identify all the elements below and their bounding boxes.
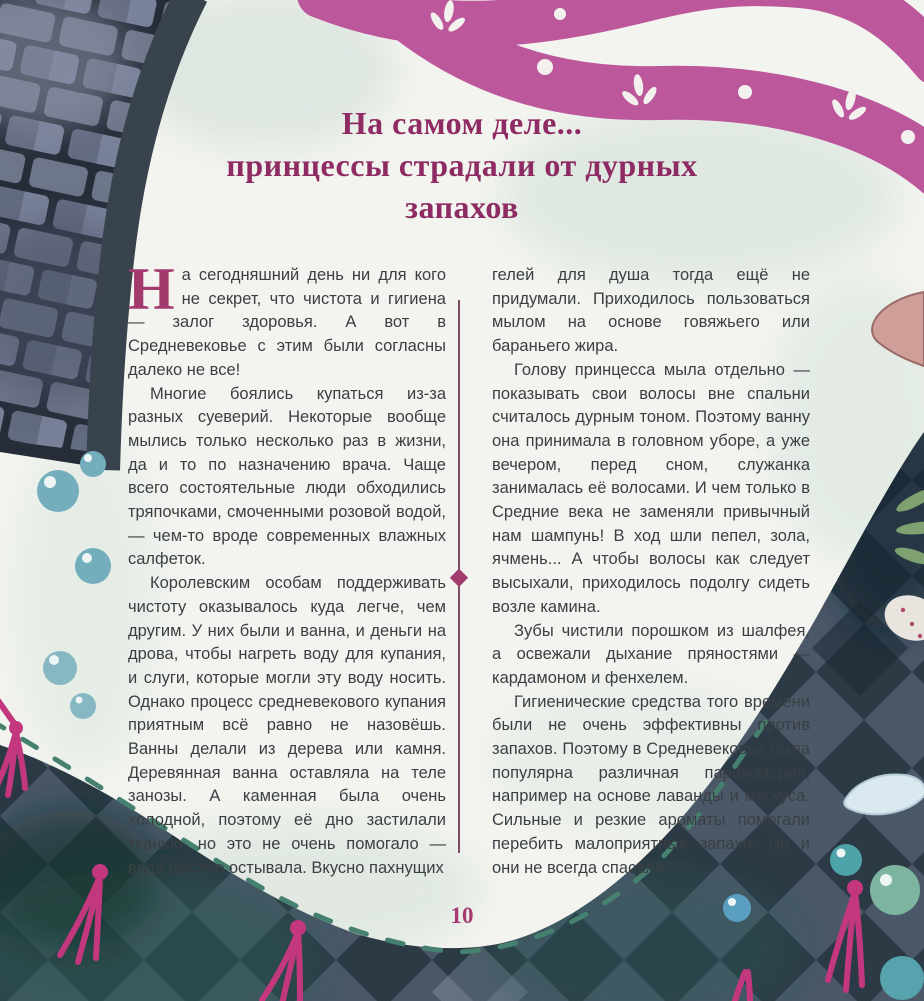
title-line: принцессы страдали от дурных — [226, 147, 698, 183]
right-text-column — [492, 264, 810, 896]
paragraph: Многие боялись купаться из-за разных суеверий. Некоторые вообще мылись только несколько раз в жизни, да и то по назначению врача. Чаще всего состоятельные люди обходились тряпочками, смоченными розовой водой, — чем-то вроде современных влажных салфеток. — [128, 384, 446, 569]
drop-cap: Н — [128, 264, 175, 322]
paragraph: Гигиенические средства того времени были не очень эффективны против запахов. Поэтому в Средневековье была популярна различная парфюмерия, например на основе лаванды и мускуса. Сильные и резкие ароматы помогали перебить малоприятные запахи. Но и они не всегда спасали. — [492, 692, 810, 877]
title-line: На самом деле... — [341, 105, 583, 141]
column-divider — [449, 300, 469, 853]
paragraph: гелей для душа тогда ещё не придумали. Приходилось пользоваться мылом на основе говяжьего или бараньего жира. — [492, 266, 810, 356]
paragraph-text: а сегодняшний день ни для кого не секрет, что чистота и гигиена — залог здоровья. А вот в Средневековье с этим были согласны далеко не все! — [128, 266, 446, 379]
paragraph: Зубы чистили порошком из шалфея, а освежали дыхание пряностями — кардамоном и фенхелем. — [492, 621, 810, 687]
title-line: запахов — [405, 189, 519, 225]
paragraph: Королевским особам поддерживать чистоту оказывалось куда легче, чем другим. У них были и ванна, и деньги на дрова, чтобы нагреть воду для купания, и слуги, которые могли эту воду носить. Однако процесс средневекового купания приятным всё равно не назовёшь. Ванны делали из дерева или камня. Деревянная ванна оставляла на теле занозы. А каменная была очень холодной, поэтому её дно застилали тканью, но это не очень помогало — вода быстро остывала. Вкусно пахнущих — [128, 574, 446, 877]
opening-paragraph — [128, 264, 446, 383]
diamond-icon: ◆ — [449, 562, 469, 590]
page-title — [62, 102, 862, 228]
paragraph: Голову принцесса мыла отдельно — показывать свои волосы вне спальни считалось дурным тоном. Поэтому ванну она принимала в головном уборе, а уже вечером, перед сном, служанка занималась её волосами. И чем только в Средние века не заменяли привычный нам шампунь! В ход шли пепел, зола, ячмень... А чтобы волосы как следует высыхали, приходилось подолгу сидеть возле камина. — [492, 360, 810, 616]
page-number: 10 — [450, 903, 474, 928]
left-text-column — [128, 264, 446, 896]
